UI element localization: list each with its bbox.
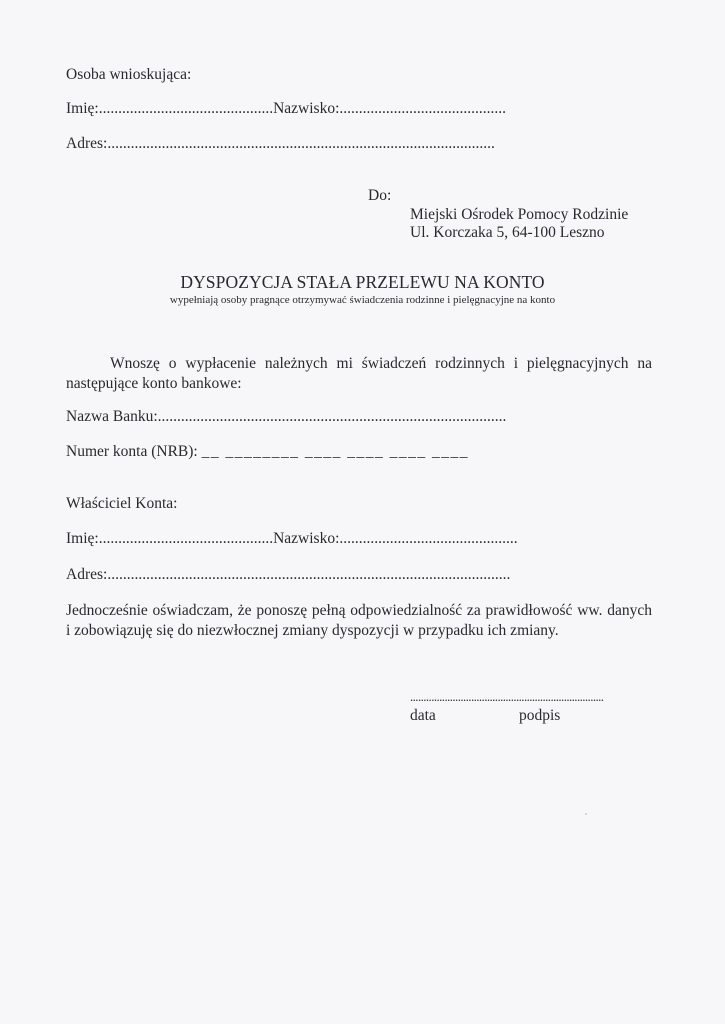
document-title: DYSPOZYCJA STAŁA PRZELEWU NA KONTO bbox=[180, 272, 545, 292]
applicant-heading: Osoba wnioskująca: bbox=[66, 66, 192, 83]
owner-heading: Właściciel Konta: bbox=[66, 495, 178, 512]
recipient-address: Ul. Korczaka 5, 64-100 Leszno bbox=[410, 224, 605, 241]
recipient-name: Miejski Ośrodek Pomocy Rodzinie bbox=[410, 206, 629, 223]
applicant-address-field[interactable]: Adres:.................................................................................................... bbox=[66, 135, 495, 152]
owner-address-field[interactable]: Adres:........................................................................................................ bbox=[66, 566, 511, 583]
declaration-paragraph: Jednocześnie oświadczam, że ponoszę pełną odpowiedzialność za prawidłowość ww. danych i zobowiązuję się do niezwłocznej zmiany dyspozycji w przypadku ich zmiany. bbox=[66, 602, 652, 639]
request-paragraph: Wnoszę o wypłacenie należnych mi świadczeń rodzinnych i pielęgnacyjnych na następujące konto bankowe: bbox=[66, 355, 652, 392]
date-label: data bbox=[410, 707, 436, 724]
recipient-to-label: Do: bbox=[368, 187, 392, 204]
bank-name-field[interactable]: Nazwa Banku:.......................................................................................... bbox=[66, 408, 507, 425]
scan-speck bbox=[585, 813, 587, 815]
account-number-field[interactable]: __ ________ ____ ____ ____ ____ bbox=[201, 443, 469, 460]
signature-line[interactable]: ......................................................................... bbox=[410, 689, 604, 704]
owner-name-field[interactable]: Imię:.............................................Nazwisko:.............................................. bbox=[66, 530, 518, 547]
document-subtitle: wypełniają osoby pragnące otrzymywać świadczenia rodzinne i pielęgnacyjne na konto bbox=[169, 294, 556, 306]
account-number-row bbox=[66, 443, 469, 461]
account-number-label: Numer konta (NRB): bbox=[66, 443, 198, 460]
signature-label: podpis bbox=[519, 707, 561, 724]
applicant-name-field[interactable]: Imię:.............................................Nazwisko:........................................... bbox=[66, 100, 507, 117]
